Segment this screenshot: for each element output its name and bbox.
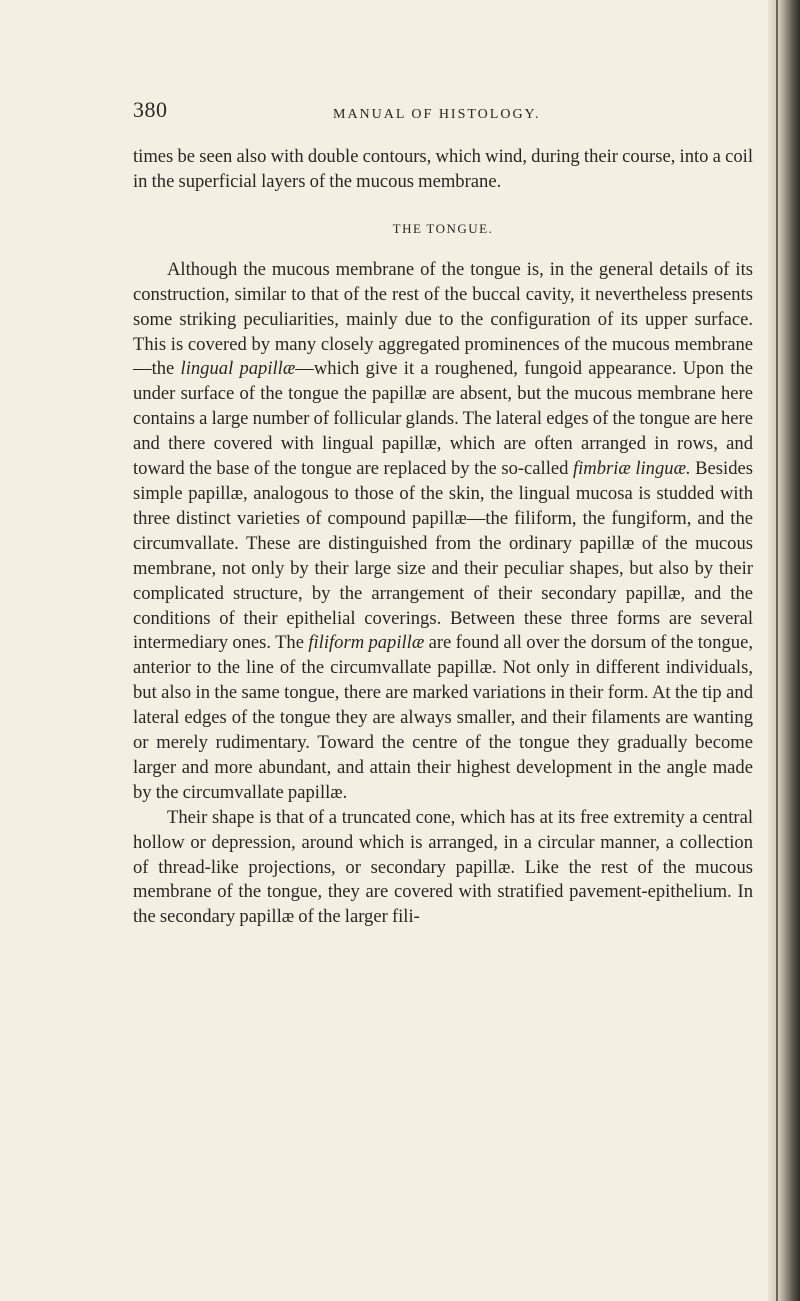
italic-term: fimbriæ linguæ. [572,458,691,480]
italic-term: filiform papillæ [308,632,425,654]
paragraph-tongue-intro [133,258,753,806]
text-run: are found all over the dorsum of the tongue, anterior to the line of the circumvallate papillæ. Not only in different individuals, but also in the same tongue, there are marked variations in their form. At the tip and lateral edges of the tongue they are always smaller, and their filaments are wanting or merely rudimentary. Toward the centre of the tongue they gradually become larger and more abundant, and attain their highest development in the angle made by the circumvallate papillæ. [133,632,753,803]
text-run: Although the mucous membrane of the tongue is, in the general details of its construction, similar to that of the rest of the buccal cavity, it nevertheless presents some striking peculiarities, mainly due to the configuration of its upper surface. This is covered by many closely aggregated prominences of the mucous membrane—the [133,258,753,380]
text-run: Besides simple papillæ, analogous to those of the skin, the lingual mucosa is studded with three distinct varieties of compound papillæ—the filiform, the fungiform, and the circumvallate. These are distinguished from the ordinary papillæ of the mucous membrane, not only by their large size and their peculiar shapes, but also by their complicated structure, by the arrangement of their secondary papillæ, and the conditions of their epithelial coverings. Between these three forms are several intermediary ones. The [133,458,753,654]
page-number: 380 [133,97,168,122]
section-heading: THE TONGUE. [392,220,494,236]
italic-term: lingual papillæ [180,358,296,380]
paragraph-continuation: times be seen also with double contours, which wind, during their course, into a coil in the superficial layers of the mucous membrane. [133,146,753,192]
body-text [133,145,753,930]
running-head: MANUAL OF HISTOLOGY. [333,107,541,122]
page-binding-edge [768,0,800,1301]
binding-shadow-line [776,0,778,1301]
page-header [133,97,753,131]
paragraph-filiform-shape: Their shape is that of a truncated cone, which has at its free extremity a central hollow or depression, around which is arranged, in a circular manner, a collection of thread-like projections, or secondary papillæ. Like the rest of the mucous membrane of the tongue, they are covered with stratified pavement-epithelium. In the secondary papillæ of the larger fili- [133,806,753,928]
text-run: —which give it a roughened, fungoid appearance. Upon the under surface of the tongue the papillæ are absent, but the mucous membrane here contains a large number of follicular glands. The lateral edges of the tongue are here and there covered with lingual papillæ, which are often arranged in rows, and toward the base of the tongue are replaced by the so-called [133,358,753,480]
